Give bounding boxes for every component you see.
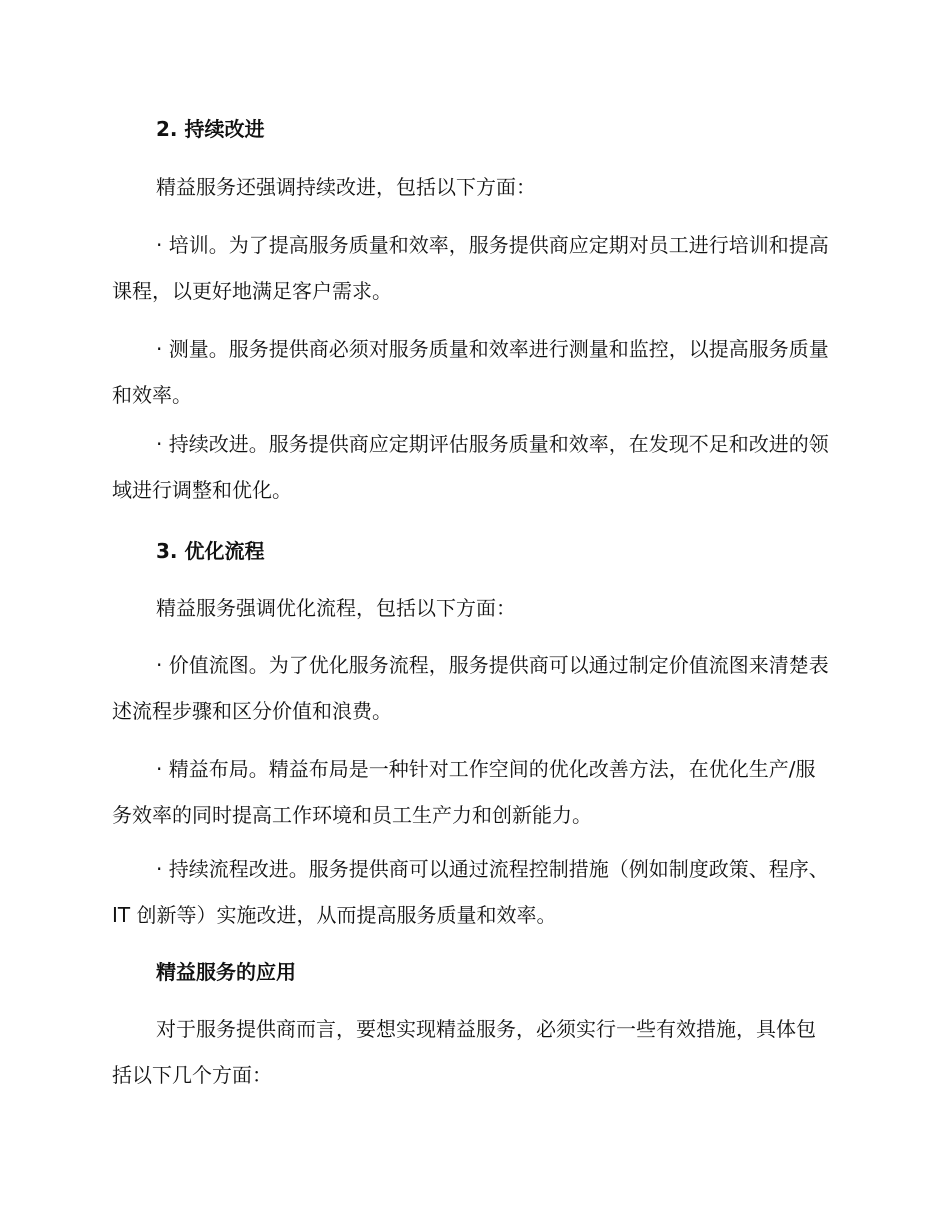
list-item-lean-layout: · 精益布局。精益布局是一种针对工作空间的优化改善方法，在优化生产/服务效率的同时提高工作环境和员工生产力和创新能力。 [112, 757, 816, 827]
section-intro-lean-service-application: 对于服务提供商而言，要想实现精益服务，必须实行一些有效措施，具体包括以下几个方面： [112, 1017, 816, 1087]
list-item-value-stream-map: · 价值流图。为了优化服务流程，服务提供商可以通过制定价值流图来清楚表述流程步骤和区分价值和浪费。 [112, 653, 829, 723]
list-item-continuous-improvement: · 持续改进。服务提供商应定期评估服务质量和效率，在发现不足和改进的领域进行调整和优化。 [112, 432, 829, 502]
section-heading-optimize-process: 3. 优化流程 [156, 539, 265, 563]
section-intro-optimize-process: 精益服务强调优化流程，包括以下方面： [156, 596, 516, 620]
section-heading-lean-service-application: 精益服务的应用 [156, 960, 296, 984]
list-item-measurement: · 测量。服务提供商必须对服务质量和效率进行测量和监控，以提高服务质量和效率。 [112, 337, 829, 407]
section-intro-continuous-improvement: 精益服务还强调持续改进，包括以下方面： [156, 175, 536, 199]
section-heading-continuous-improvement: 2. 持续改进 [156, 117, 265, 141]
list-item-continuous-process-improvement: · 持续流程改进。服务提供商可以通过流程控制措施（例如制度政策、程序、IT 创新等）实施改进，从而提高服务质量和效率。 [112, 857, 829, 927]
list-item-training: · 培训。为了提高服务质量和效率，服务提供商应定期对员工进行培训和提高课程，以更好地满足客户需求。 [112, 233, 829, 303]
